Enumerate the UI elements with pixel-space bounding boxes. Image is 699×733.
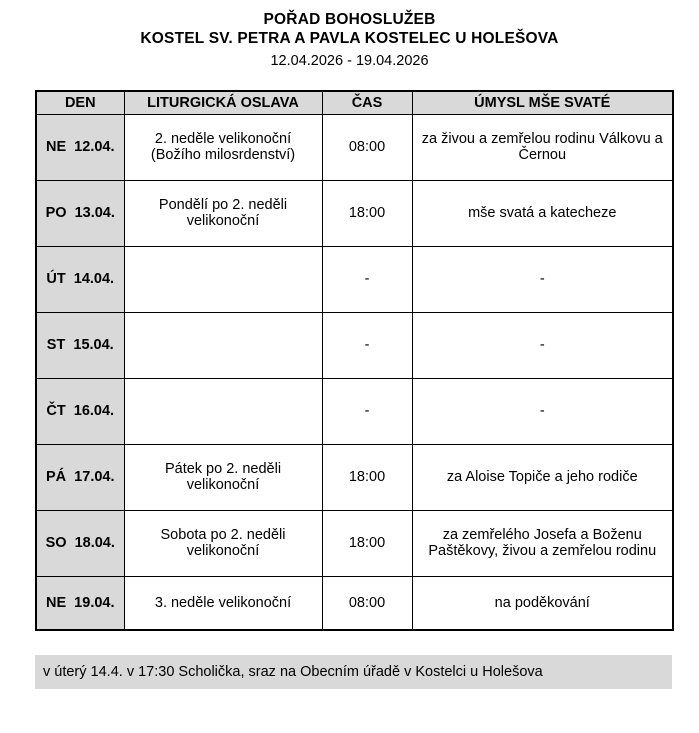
- intention-cell: mše svatá a katecheze: [412, 180, 673, 246]
- liturgy-cell: Pátek po 2. neděli velikonoční: [124, 444, 322, 510]
- document-header: [0, 10, 699, 70]
- table-row: [36, 444, 673, 510]
- day-cell: ÚT 14.04.: [36, 246, 124, 312]
- column-header-den: DEN: [36, 91, 124, 115]
- intention-cell: -: [412, 312, 673, 378]
- liturgy-cell: [124, 246, 322, 312]
- liturgy-cell: [124, 312, 322, 378]
- schedule-table: [35, 90, 674, 632]
- church-title: KOSTEL SV. PETRA A PAVLA KOSTELEC U HOLEŠOVA: [140, 30, 559, 48]
- intention-cell: za živou a zemřelou rodinu Válkovu a Černou: [412, 114, 673, 180]
- day-cell: SO 18.04.: [36, 510, 124, 576]
- table-row: [36, 312, 673, 378]
- table-row: [36, 510, 673, 576]
- day-cell: ST 15.04.: [36, 312, 124, 378]
- time-cell: 08:00: [322, 576, 412, 630]
- table-row: [36, 180, 673, 246]
- time-cell: 18:00: [322, 444, 412, 510]
- intention-cell: -: [412, 246, 673, 312]
- table-row: [36, 378, 673, 444]
- liturgy-cell: Sobota po 2. neděli velikonoční: [124, 510, 322, 576]
- table-header-row: [36, 91, 673, 115]
- time-cell: 08:00: [322, 114, 412, 180]
- time-cell: -: [322, 378, 412, 444]
- intention-cell: -: [412, 378, 673, 444]
- page-title: POŘAD BOHOSLUŽEB: [263, 11, 436, 28]
- intention-cell: na poděkování: [412, 576, 673, 630]
- intention-cell: za Aloise Topiče a jeho rodiče: [412, 444, 673, 510]
- date-range: 12.04.2026 - 19.04.2026: [270, 52, 429, 69]
- liturgy-cell: Pondělí po 2. neděli velikonoční: [124, 180, 322, 246]
- column-header-cas: ČAS: [322, 91, 412, 115]
- column-header-umysl: ÚMYSL MŠE SVATÉ: [412, 91, 673, 115]
- time-cell: -: [322, 312, 412, 378]
- day-cell: ČT 16.04.: [36, 378, 124, 444]
- liturgy-cell: [124, 378, 322, 444]
- liturgy-cell: 2. neděle velikonoční (Božího milosrdenství): [124, 114, 322, 180]
- time-cell: 18:00: [322, 510, 412, 576]
- day-cell: NE 19.04.: [36, 576, 124, 630]
- day-cell: NE 12.04.: [36, 114, 124, 180]
- time-cell: 18:00: [322, 180, 412, 246]
- day-cell: PO 13.04.: [36, 180, 124, 246]
- time-cell: -: [322, 246, 412, 312]
- day-cell: PÁ 17.04.: [36, 444, 124, 510]
- column-header-liturgicka-oslava: LITURGICKÁ OSLAVA: [124, 91, 322, 115]
- table-row: [36, 246, 673, 312]
- table-row: [36, 114, 673, 180]
- intention-cell: za zemřelého Josefa a Boženu Paštěkovy, živou a zemřelou rodinu: [412, 510, 673, 576]
- footer-note: v úterý 14.4. v 17:30 Scholička, sraz na Obecním úřadě v Kostelci u Holešova: [35, 655, 672, 689]
- table-row: [36, 576, 673, 630]
- liturgy-cell: 3. neděle velikonoční: [124, 576, 322, 630]
